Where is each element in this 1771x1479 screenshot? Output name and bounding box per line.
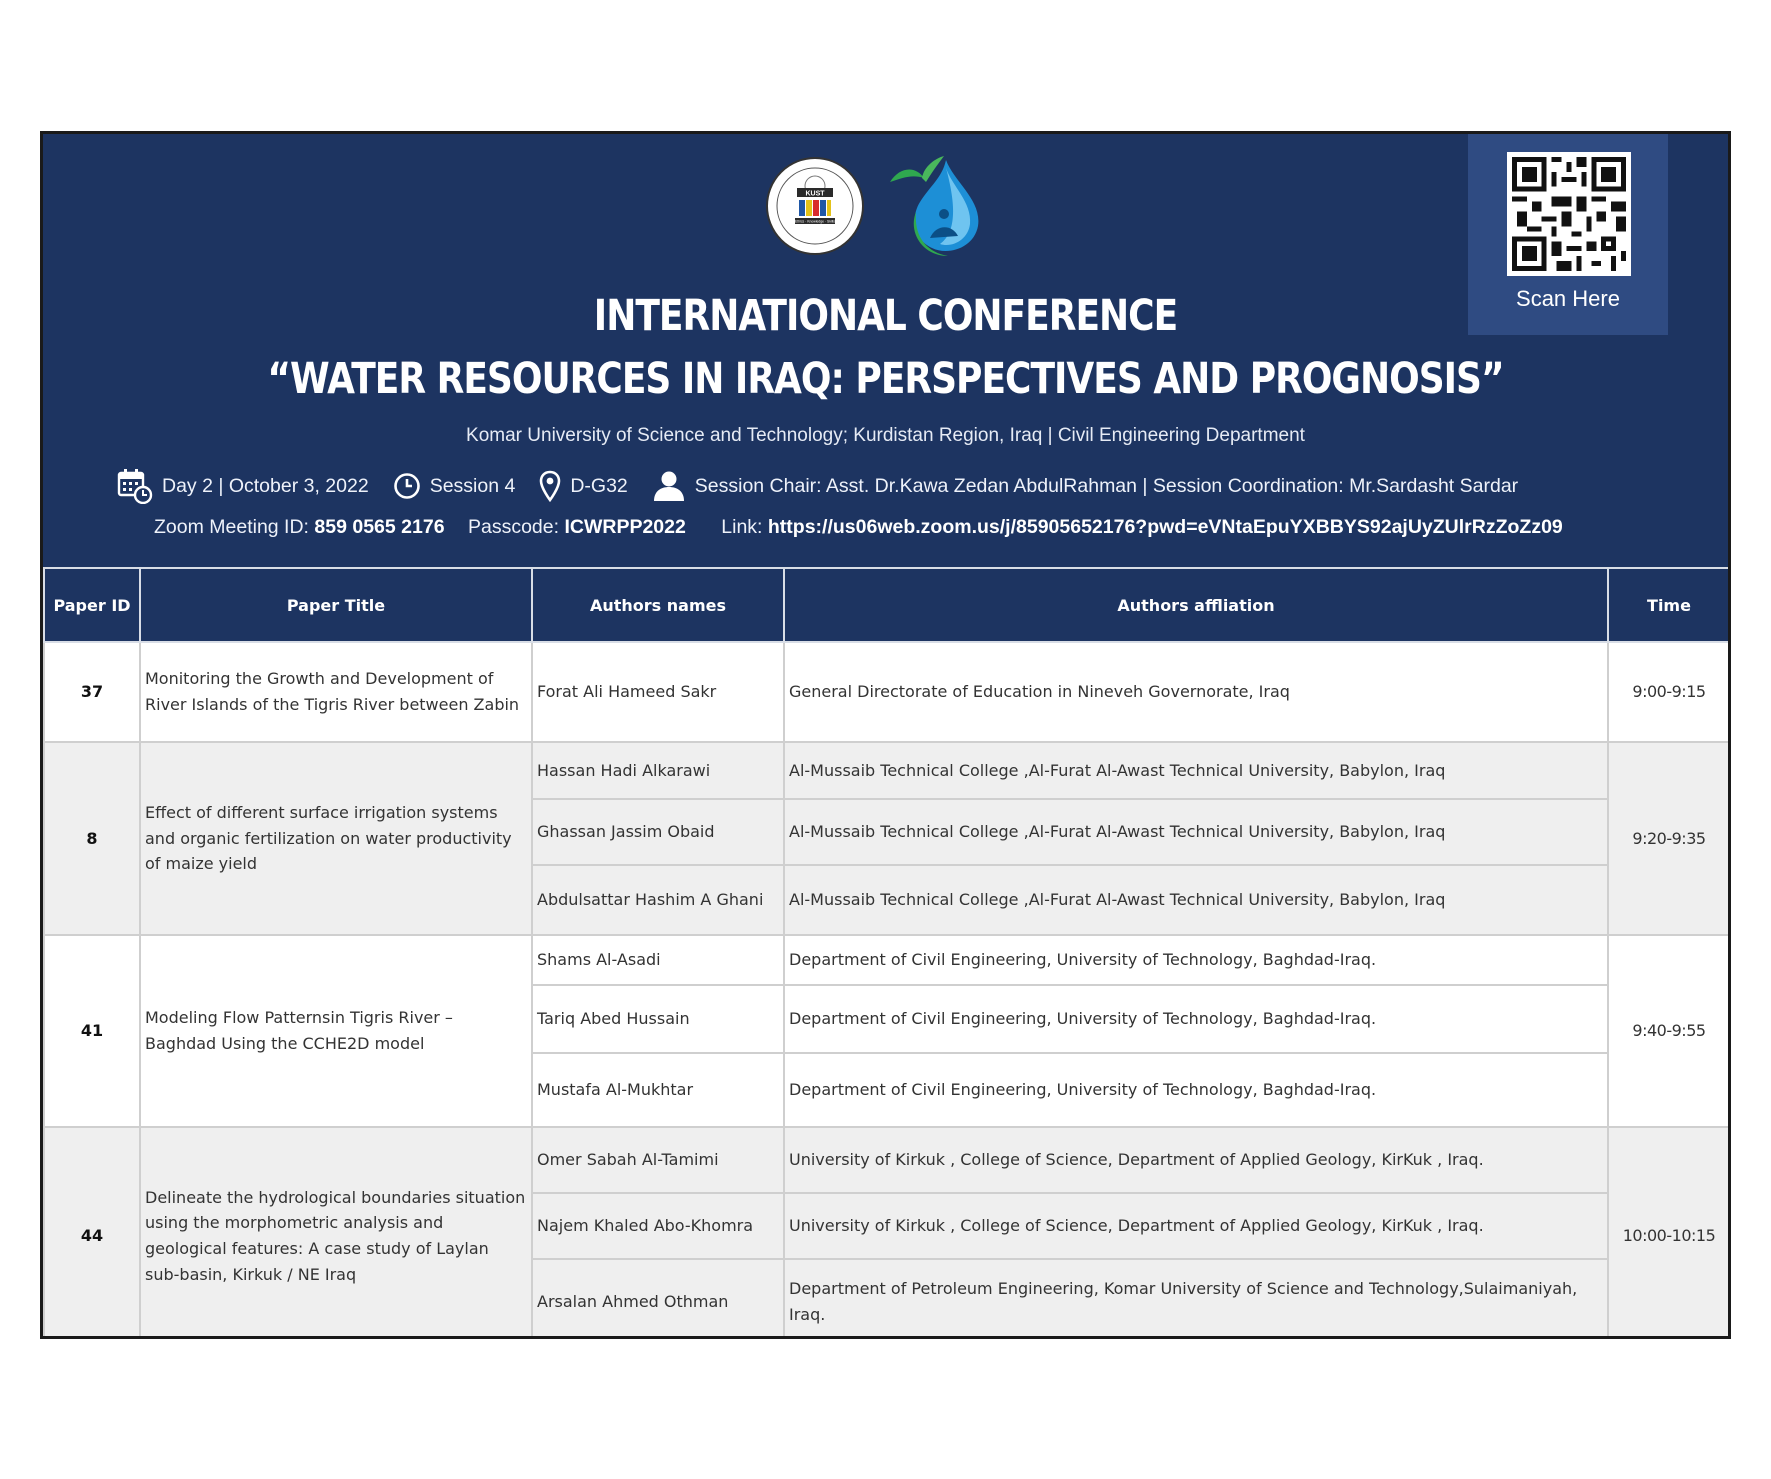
author-affiliation: Department of Petroleum Engineering, Komar University of Science and Technology,Sulaimaniyah, Iraq. [784,1259,1608,1339]
passcode-group [468,516,686,538]
chair-info [652,470,1518,502]
header-time: Time [1608,568,1730,642]
author-name: Shams Al-Asadi [532,935,784,985]
zoom-link[interactable]: https://us06web.zoom.us/j/85905652176?pwd=eVNtaEpuYXBBYS92ajUyZUlrRzZoZz09 [767,516,1563,538]
host-subtitle: Komar University of Science and Technology; Kurdistan Region, Iraq | Civil Engineering Department [466,425,1305,446]
header-authors-affiliation: Authors affliation [784,568,1608,642]
author-affiliation: University of Kirkuk , College of Science, Department of Applied Geology, KirKuk , Iraq. [784,1193,1608,1259]
header-paper-id: Paper ID [44,568,140,642]
author-affiliation: General Directorate of Education in Nineveh Governorate, Iraq [784,642,1608,742]
schedule-table-wrap [43,567,1728,1339]
day-text: Day 2 | October 3, 2022 [162,474,369,497]
kust-logo-motto: Ethics · Knowledge · Skills [795,219,835,224]
author-affiliation: Al-Mussaib Technical College ,Al-Furat Al-Awast Technical University, Babylon, Iraq [784,865,1608,935]
author-affiliation: Department of Civil Engineering, University of Technology, Baghdad-Iraq. [784,1053,1608,1127]
session-text: Session 4 [429,474,516,497]
author-affiliation: Al-Mussaib Technical College ,Al-Furat Al-Awast Technical University, Babylon, Iraq [784,742,1608,799]
paper-title: Modeling Flow Patternsin Tigris River – Baghdad Using the CCHE2D model [140,935,532,1127]
table-row [44,1127,1730,1193]
header-paper-title: Paper Title [140,568,532,642]
paper-title: Effect of different surface irrigation systems and organic fertilization on water productivity of maize yield [140,742,532,935]
conference-banner [43,134,1728,567]
table-row [44,642,1730,742]
chair-text: Session Chair: Asst. Dr.Kawa Zedan AbdulRahman | Session Coordination: Mr.Sardasht Sardar [694,474,1519,497]
zoom-id-group [154,516,445,538]
session-info [393,472,516,500]
calendar-clock-icon [117,468,153,504]
paper-id: 41 [44,935,140,1127]
author-affiliation: Department of Civil Engineering, University of Technology, Baghdad-Iraq. [784,985,1608,1053]
header-authors-names: Authors names [532,568,784,642]
author-name: Omer Sabah Al-Tamimi [532,1127,784,1193]
paper-time: 9:20-9:35 [1608,742,1730,935]
location-pin-icon [539,470,561,502]
author-name: Forat Ali Hameed Sakr [532,642,784,742]
table-row [44,935,1730,985]
link-group [721,516,1563,538]
conference-theme: “WATER RESOURCES IN IRAQ: PERSPECTIVES AND PROGNOSIS” [267,355,1504,404]
zoom-info-row [154,516,1728,539]
author-name: Mustafa Al-Mukhtar [532,1053,784,1127]
schedule-table [43,567,1731,1339]
program-page [40,131,1731,1339]
paper-id: 8 [44,742,140,935]
zoom-id[interactable]: 859 0565 2176 [314,516,445,538]
author-name: Arsalan Ahmed Othman [532,1259,784,1339]
qr-caption: Scan Here [1516,286,1620,311]
kust-logo-text: KUST [805,190,825,198]
conference-title: INTERNATIONAL CONFERENCE [593,292,1178,341]
paper-title: Delineate the hydrological boundaries situation using the morphometric analysis and geological features: A case study of Laylan sub-basin, Kirkuk / NE Iraq [140,1127,532,1339]
passcode-label: Passcode: [467,516,560,538]
author-name: Tariq Abed Hussain [532,985,784,1053]
day-info [117,468,369,504]
qr-code-image[interactable] [1507,152,1631,276]
paper-id: 37 [44,642,140,742]
link-label: Link: [721,516,763,538]
room-info [539,470,627,502]
author-affiliation: Al-Mussaib Technical College ,Al-Furat Al-Awast Technical University, Babylon, Iraq [784,799,1608,865]
table-row [44,742,1730,799]
author-name: Hassan Hadi Alkarawi [532,742,784,799]
paper-id: 44 [44,1127,140,1339]
session-info-row [117,466,1728,506]
paper-time: 10:00-10:15 [1608,1127,1730,1339]
author-name: Ghassan Jassim Obaid [532,799,784,865]
author-affiliation: Department of Civil Engineering, University of Technology, Baghdad-Iraq. [784,935,1608,985]
kust-logo [765,156,865,256]
zoom-id-label: Zoom Meeting ID: [154,516,309,538]
clock-icon [393,472,421,500]
person-icon [652,470,686,502]
paper-title: Monitoring the Growth and Development of River Islands of the Tigris River between Zabin [140,642,532,742]
author-name: Abdulsattar Hashim A Ghani [532,865,784,935]
paper-time: 9:40-9:55 [1608,935,1730,1127]
table-header-row [44,568,1730,642]
paper-time: 9:00-9:15 [1608,642,1730,742]
author-affiliation: University of Kirkuk , College of Science, Department of Applied Geology, KirKuk , Iraq. [784,1127,1608,1193]
water-drop-logo [886,152,996,262]
passcode[interactable]: ICWRPP2022 [564,516,686,538]
room-text: D-G32 [570,474,628,497]
author-name: Najem Khaled Abo-Khomra [532,1193,784,1259]
